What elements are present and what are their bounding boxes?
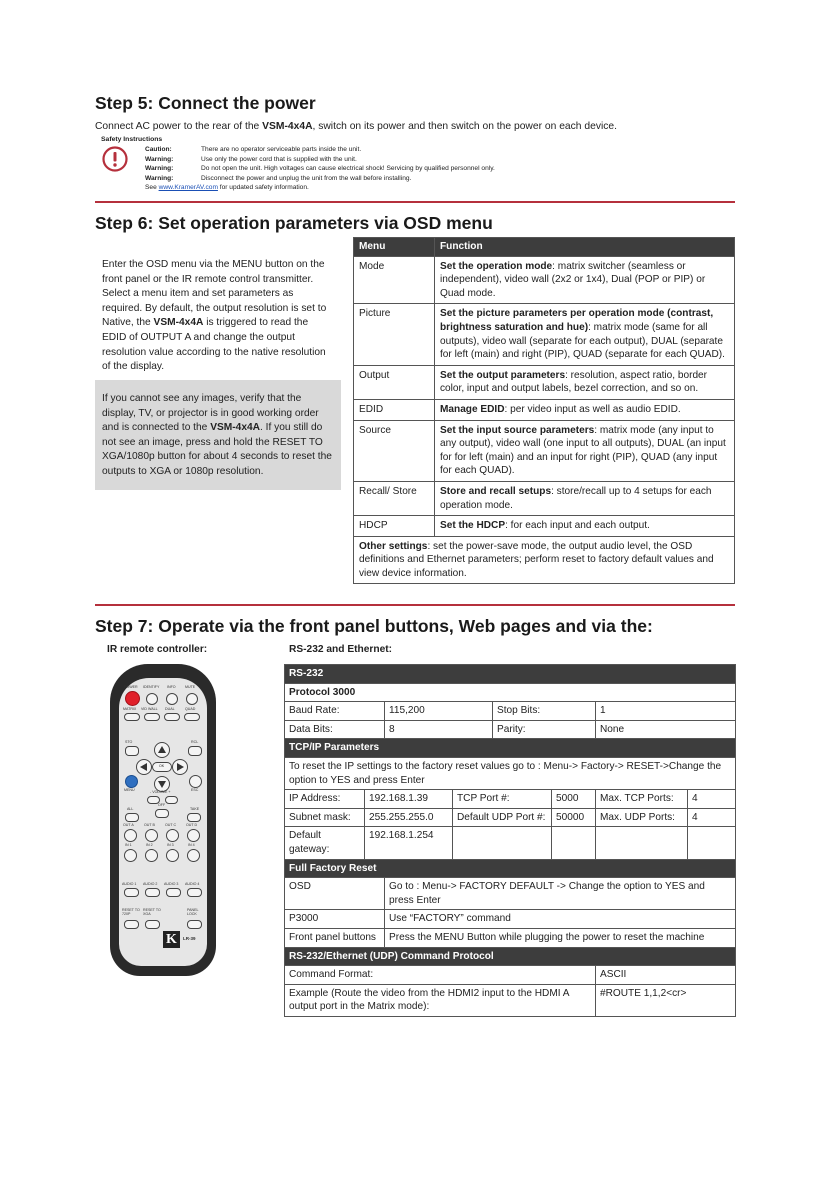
remote-label: RESET TO 720P: [122, 908, 140, 916]
table-row: [285, 878, 736, 910]
table-cell: 4: [688, 808, 736, 827]
table-cell: Go to : Menu-> FACTORY DEFAULT -> Change the option to YES and press Enter: [385, 878, 736, 910]
col-menu: Menu: [354, 238, 435, 257]
function-text: : matrix mode (same for all outputs), video wall (separate for each output), DUAL (separate for left (main) and right (PIP), QUAD (separate for each QUAD).: [440, 321, 725, 361]
function-bold: Set the HDCP: [440, 520, 506, 532]
table-cell: [552, 827, 596, 859]
remote-label: PANEL LOCK: [187, 908, 199, 916]
table-cell: None: [596, 720, 736, 739]
table-row: [285, 702, 736, 721]
remote-button: [144, 713, 160, 721]
remote-button: [187, 920, 202, 929]
table-cell: [688, 827, 736, 859]
remote-label: IDENTIFY: [143, 685, 160, 689]
remote-button: [188, 746, 202, 756]
factory-header: Full Factory Reset: [285, 859, 736, 878]
safety-list: [145, 145, 495, 193]
table-cell: Baud Rate:: [285, 702, 385, 721]
remote-label: - VOLUME +: [150, 790, 171, 794]
remote-label: RESET TO XGA: [143, 908, 161, 916]
menu-cell: Recall/ Store: [354, 481, 435, 515]
table-header-row: [354, 238, 735, 257]
safety-row: [145, 174, 495, 184]
remote-button: [145, 849, 158, 862]
table-cell: Use “FACTORY” command: [385, 910, 736, 929]
udp-header: RS-232/Ethernet (UDP) Command Protocol: [285, 947, 736, 966]
remote-button: [155, 809, 169, 818]
remote-label: MUTE: [185, 685, 196, 689]
step6-title: Step 6: Set operation parameters via OSD menu: [95, 213, 493, 233]
table-cell: 4: [688, 790, 736, 809]
remote-button: [187, 813, 201, 822]
function-text: : per video input as well as audio EDID.: [504, 403, 681, 415]
function-bold: Set the output parameters: [440, 369, 566, 381]
table-cell: [453, 827, 552, 859]
table-section-header: [285, 665, 736, 684]
table-row: [354, 399, 735, 420]
remote-label: AUDIO 1: [122, 882, 137, 886]
table-cell: 50000: [552, 808, 596, 827]
menu-cell: Source: [354, 420, 435, 481]
tcp-header: TCP/IP Parameters: [285, 739, 736, 758]
remote-button: [145, 829, 158, 842]
other-settings-text: : set the power-save mode, the output audio level, the OSD definitions and Ethernet parameters; perform reset to factory default values and view device information.: [359, 540, 714, 579]
remote-button: [187, 888, 202, 897]
ir-label: IR remote controller:: [107, 644, 208, 655]
note-box: [95, 380, 341, 490]
function-text: : matrix switcher (seamless or independent), video wall (2x2 or 1x4), Dual (POP or PIP) or Quad mode.: [440, 260, 706, 299]
function-text: : matrix mode (any input to any output), video wall (one input to all outputs), DUAL (an input for for left (main) and an input for right (PIP), QUAD (any input for each QUAD).: [440, 424, 726, 477]
remote-label: AUDIO 3: [164, 882, 179, 886]
table-row-other: [354, 536, 735, 584]
remote-button: [187, 849, 200, 862]
safety-label: Warning:: [145, 174, 174, 182]
table-cell: 1: [596, 702, 736, 721]
table-row: [285, 720, 736, 739]
kramer-link[interactable]: www.KramerAV.com: [158, 184, 218, 191]
col-function: Function: [435, 238, 735, 257]
table-section-header: [285, 739, 736, 758]
remote-button: [145, 920, 160, 929]
remote-label: DUAL: [165, 707, 175, 711]
table-cell: Command Format:: [285, 966, 596, 985]
table-cell: 192.168.1.39: [365, 790, 453, 809]
table-cell: 8: [385, 720, 493, 739]
step5-model: VSM-4x4A: [262, 121, 313, 132]
step5-intro: [95, 120, 617, 135]
table-cell: Example (Route the video from the HDMI2 input to the HDMI A output port in the Matrix mode):: [285, 984, 596, 1016]
table-cell: OSD: [285, 878, 385, 910]
osd-intro: [102, 258, 334, 375]
remote-button: [124, 829, 137, 842]
remote-button: [165, 796, 178, 804]
remote-button: [166, 829, 179, 842]
remote-label: MENU: [124, 788, 135, 792]
safety-text: There are no operator serviceable parts inside the unit.: [201, 146, 362, 153]
remote-button: [166, 693, 178, 705]
remote-label: POWER: [124, 685, 138, 689]
rs232-ethernet-table: [284, 664, 736, 1017]
table-cell: Data Bits:: [285, 720, 385, 739]
ok-button: [152, 762, 172, 772]
function-cell: [435, 399, 735, 420]
remote-button: [166, 888, 181, 897]
function-cell: [435, 256, 735, 304]
ir-remote-image: [110, 664, 216, 976]
table-cell: 192.168.1.254: [365, 827, 453, 859]
remote-label: OUT B: [144, 823, 155, 827]
remote-button: [145, 888, 160, 897]
function-cell: [435, 304, 735, 365]
remote-button: [186, 693, 198, 705]
remote-label: AUDIO 2: [143, 882, 158, 886]
remote-button: [184, 713, 200, 721]
table-cell: TCP Port #:: [453, 790, 552, 809]
rs232-header: RS-232: [285, 665, 736, 684]
table-row: [285, 827, 736, 859]
remote-label: TAKE: [190, 807, 200, 811]
table-row: [354, 256, 735, 304]
table-row: [354, 304, 735, 365]
table-cell: Max. UDP Ports:: [596, 808, 688, 827]
remote-label: IN 1: [125, 843, 132, 847]
arrow-left-icon: [136, 759, 152, 775]
remote-button: [124, 713, 140, 721]
safety-text: Use only the power cord that is supplied with the unit.: [201, 155, 357, 163]
step5-title: Step 5: Connect the power: [95, 93, 316, 113]
function-bold: Set the input source parameters: [440, 424, 595, 436]
step5-intro-text: Connect AC power to the rear of the: [95, 121, 263, 132]
table-row: [285, 984, 736, 1016]
table-row: [285, 683, 736, 702]
table-row: [285, 928, 736, 947]
function-cell: [435, 481, 735, 515]
remote-label: ESC: [191, 788, 199, 792]
remote-button: [125, 746, 139, 756]
remote-label: IN 4: [188, 843, 195, 847]
protocol-label: Protocol 3000: [285, 683, 736, 702]
warning-icon: [102, 146, 128, 177]
note-model: VSM-4x4A: [210, 422, 261, 434]
safety-text: Disconnect the power and unplug the unit from the wall before installing.: [201, 174, 412, 182]
other-settings-bold: Other settings: [359, 540, 428, 552]
table-cell: [596, 827, 688, 859]
remote-label: RCL: [191, 740, 199, 744]
table-cell: Front panel buttons: [285, 928, 385, 947]
table-cell: Max. TCP Ports:: [596, 790, 688, 809]
remote-button: [146, 693, 158, 705]
table-cell: 255.255.255.0: [365, 808, 453, 827]
remote-button: [125, 813, 139, 822]
note-text: If you cannot see any images, verify that the display, TV, or projector is in good working order and is connected to the: [102, 393, 319, 434]
function-bold: Set the picture parameters per operation mode (contrast, brightness saturation and hue): [440, 308, 714, 333]
table-cell: 115,200: [385, 702, 493, 721]
remote-button: [124, 888, 139, 897]
safety-label: Warning:: [145, 165, 174, 172]
remote-label: OFF: [158, 803, 166, 807]
table-cell: To reset the IP settings to the factory reset values go to : Menu-> Factory-> RESET->Change the option to YES and press Enter: [285, 757, 736, 789]
menu-cell: Picture: [354, 304, 435, 365]
power-button-icon: [125, 691, 140, 706]
safety-row: [145, 164, 495, 174]
remote-label: QUAD: [185, 707, 196, 711]
other-settings-cell: [354, 536, 735, 584]
kramer-logo: K: [163, 931, 180, 948]
table-row: [285, 966, 736, 985]
table-cell: Press the MENU Button while plugging the power to reset the machine: [385, 928, 736, 947]
osd-intro-model: VSM-4x4A: [153, 317, 204, 329]
table-cell: IP Address:: [285, 790, 365, 809]
function-text: : resolution, aspect ratio, border color, input and output labels, bezel correction, and so on.: [440, 369, 708, 395]
remote-label: OUT A: [123, 823, 134, 827]
menu-button-icon: [125, 775, 138, 788]
osd-menu-table: [353, 237, 735, 584]
esc-button: [189, 775, 202, 788]
table-row: [354, 365, 735, 399]
rs-label: RS-232 and Ethernet:: [289, 644, 393, 655]
table-row: [354, 481, 735, 515]
remote-label: STO: [125, 740, 133, 744]
section-divider: [95, 604, 735, 606]
function-cell: [435, 420, 735, 481]
safety-label: Warning:: [145, 155, 174, 163]
menu-cell: HDCP: [354, 516, 435, 537]
table-cell: Parity:: [493, 720, 596, 739]
arrow-up-icon: [154, 742, 170, 758]
table-row: [354, 420, 735, 481]
table-cell: #ROUTE 1,1,2<cr>: [596, 984, 736, 1016]
osd-intro-text: Enter the OSD menu via the MENU button on the front panel or the IR remote control transmitter. Select a menu item and set parameters as required. By default, the output resolution is set to Native, the: [102, 259, 327, 329]
safety-row: [145, 155, 495, 165]
table-cell: Default UDP Port #:: [453, 808, 552, 827]
table-cell: Subnet mask:: [285, 808, 365, 827]
table-cell: P3000: [285, 910, 385, 929]
safety-see-pre: See: [145, 184, 159, 191]
remote-button: [124, 849, 137, 862]
remote-button: [164, 713, 180, 721]
remote-button: [166, 849, 179, 862]
table-row: [354, 516, 735, 537]
function-text: : store/recall up to 4 setups for each operation mode.: [440, 485, 712, 511]
table-section-header: [285, 859, 736, 878]
table-cell: Stop Bits:: [493, 702, 596, 721]
remote-label: VID WALL: [141, 707, 158, 711]
function-cell: [435, 365, 735, 399]
menu-cell: Output: [354, 365, 435, 399]
function-bold: Store and recall setups: [440, 485, 552, 497]
remote-label: IN 3: [167, 843, 174, 847]
section-divider: [95, 201, 735, 203]
safety-row: [145, 145, 495, 155]
safety-title: Safety Instructions: [101, 136, 163, 143]
arrow-right-icon: [172, 759, 188, 775]
step5-intro-text-2: , switch on its power and then switch on the power on each device.: [312, 121, 618, 132]
remote-button: [124, 920, 139, 929]
remote-label: AUDIO 4: [185, 882, 200, 886]
remote-label: ALL: [127, 807, 134, 811]
table-row: [285, 808, 736, 827]
table-section-header: [285, 947, 736, 966]
table-cell: ASCII: [596, 966, 736, 985]
ok-label: OK: [159, 764, 165, 768]
table-row: [285, 757, 736, 789]
osd-intro-text-2: is triggered to read the EDID of OUTPUT A and change the output resolution value according to the native resolution of the display.: [102, 317, 326, 373]
menu-cell: EDID: [354, 399, 435, 420]
safety-see-line: [145, 183, 495, 193]
step7-title: Step 7: Operate via the front panel buttons, Web pages and via the:: [95, 616, 653, 636]
function-text: : for each input and each output.: [505, 520, 650, 532]
note-text-2: . If you still do not see an image, press and hold the RESET TO XGA/1080p button for about 4 seconds to reset the outputs to XGA or 1080p resolution.: [102, 422, 332, 477]
remote-face: [119, 678, 207, 966]
remote-label: OUT C: [165, 823, 177, 827]
function-cell: [435, 516, 735, 537]
safety-text: Do not open the unit. High voltages can cause electrical shock! Servicing by qualified personnel only.: [201, 165, 495, 172]
remote-label: OUT D: [186, 823, 198, 827]
remote-label: MATRIX: [123, 707, 137, 711]
remote-model-label: LR-39: [183, 936, 196, 941]
remote-button: [187, 829, 200, 842]
safety-see-post: for updated safety information.: [217, 184, 309, 191]
remote-label: INFO: [167, 685, 176, 689]
table-cell: Default gateway:: [285, 827, 365, 859]
table-row: [285, 790, 736, 809]
remote-label: IN 2: [146, 843, 153, 847]
table-row: [285, 910, 736, 929]
menu-cell: Mode: [354, 256, 435, 304]
table-cell: 5000: [552, 790, 596, 809]
function-bold: Manage EDID: [440, 403, 505, 415]
safety-label: Caution:: [145, 146, 172, 153]
function-bold: Set the operation mode: [440, 260, 553, 272]
